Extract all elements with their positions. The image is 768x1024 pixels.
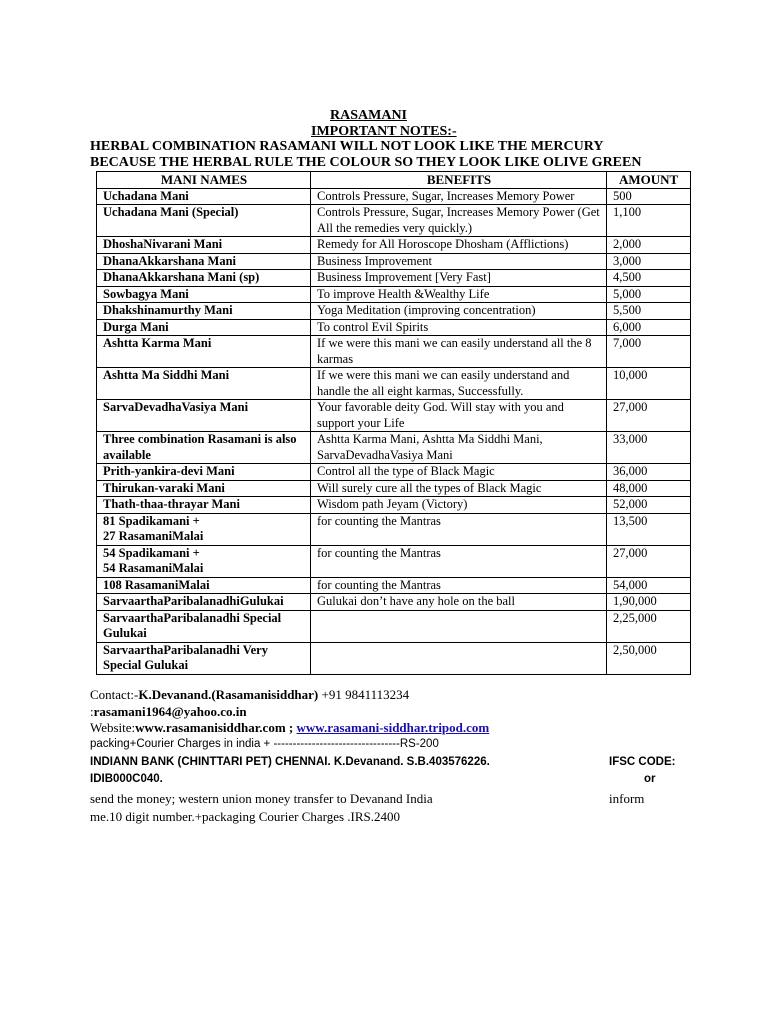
table-row bbox=[97, 432, 691, 464]
mani-name-cell: DhoshaNivarani Mani bbox=[97, 237, 311, 254]
amount-cell: 27,000 bbox=[607, 400, 691, 432]
email-line bbox=[90, 704, 247, 720]
ifsc-code: IDIB000C040. bbox=[90, 773, 163, 785]
contact-phone: +91 9841113234 bbox=[318, 687, 410, 702]
table-row bbox=[97, 497, 691, 514]
benefit-cell: for counting the Mantras bbox=[311, 513, 607, 545]
website-separator: ; bbox=[285, 720, 297, 735]
benefit-cell: To control Evil Spirits bbox=[311, 319, 607, 336]
table-row bbox=[97, 400, 691, 432]
benefit-cell: Remedy for All Horoscope Dhosham (Afflictions) bbox=[311, 237, 607, 254]
benefit-cell: If we were this mani we can easily understand and handle the all eight karmas, Successfully. bbox=[311, 368, 607, 400]
amount-cell: 52,000 bbox=[607, 497, 691, 514]
mani-name-cell: 81 Spadikamani + 27 RasamaniMalai bbox=[97, 513, 311, 545]
table-row bbox=[97, 237, 691, 254]
benefit-cell bbox=[311, 610, 607, 642]
benefit-cell: Control all the type of Black Magic bbox=[311, 464, 607, 481]
mani-name-cell: SarvaarthaParibalanadhi Special Gulukai bbox=[97, 610, 311, 642]
contact-label: Contact:- bbox=[90, 687, 139, 702]
mani-name-cell: Three combination Rasamani is also available bbox=[97, 432, 311, 464]
or-text: or bbox=[644, 773, 656, 785]
table-row bbox=[97, 513, 691, 545]
benefit-cell: Ashtta Karma Mani, Ashtta Ma Siddhi Mani, SarvaDevadhaVasiya Mani bbox=[311, 432, 607, 464]
amount-cell: 54,000 bbox=[607, 577, 691, 594]
table-row bbox=[97, 205, 691, 237]
courier-charges-line: me.10 digit number.+packaging Courier Charges .IRS.2400 bbox=[90, 809, 401, 824]
table-row bbox=[97, 480, 691, 497]
amount-cell: 1,90,000 bbox=[607, 594, 691, 611]
bank-details: INDIANN BANK (CHINTTARI PET) CHENNAI. K.Devanand. S.B.403576226. bbox=[90, 756, 490, 768]
inform-text: inform bbox=[609, 791, 645, 806]
amount-cell: 3,000 bbox=[607, 253, 691, 270]
packing-charges: packing+Courier Charges in india + ---------------------------------RS-200 bbox=[90, 738, 439, 750]
benefit-cell: To improve Health &Wealthy Life bbox=[311, 286, 607, 303]
amount-cell: 500 bbox=[607, 188, 691, 205]
table-row bbox=[97, 188, 691, 205]
mani-name-cell: DhanaAkkarshana Mani bbox=[97, 253, 311, 270]
table-row bbox=[97, 319, 691, 336]
benefit-cell: Yoga Meditation (improving concentration) bbox=[311, 303, 607, 320]
header-amount: AMOUNT bbox=[607, 172, 691, 189]
table-row bbox=[97, 610, 691, 642]
table-row bbox=[97, 545, 691, 577]
benefit-cell: Your favorable deity God. Will stay with you and support your Life bbox=[311, 400, 607, 432]
mani-name-cell: SarvaDevadhaVasiya Mani bbox=[97, 400, 311, 432]
benefit-cell: Wisdom path Jeyam (Victory) bbox=[311, 497, 607, 514]
benefit-cell bbox=[311, 642, 607, 674]
mani-name-cell: Dhakshinamurthy Mani bbox=[97, 303, 311, 320]
mani-name-cell: Ashtta Karma Mani bbox=[97, 336, 311, 368]
benefit-cell: Controls Pressure, Sugar, Increases Memory Power (Get All the remedies very quickly.) bbox=[311, 205, 607, 237]
amount-cell: 2,50,000 bbox=[607, 642, 691, 674]
amount-cell: 48,000 bbox=[607, 480, 691, 497]
mani-name-cell: Durga Mani bbox=[97, 319, 311, 336]
benefit-cell: Controls Pressure, Sugar, Increases Memory Power bbox=[311, 188, 607, 205]
mani-name-cell: SarvaarthaParibalanadhiGulukai bbox=[97, 594, 311, 611]
amount-cell: 7,000 bbox=[607, 336, 691, 368]
note-line-1: HERBAL COMBINATION RASAMANI WILL NOT LOOK LIKE THE MERCURY bbox=[90, 139, 604, 154]
mani-name-cell: Prith-yankira-devi Mani bbox=[97, 464, 311, 481]
amount-cell: 1,100 bbox=[607, 205, 691, 237]
amount-cell: 33,000 bbox=[607, 432, 691, 464]
contact-line bbox=[90, 687, 409, 703]
benefit-cell: Business Improvement bbox=[311, 253, 607, 270]
mani-name-cell: Ashtta Ma Siddhi Mani bbox=[97, 368, 311, 400]
table-row bbox=[97, 642, 691, 674]
amount-cell: 36,000 bbox=[607, 464, 691, 481]
mani-name-cell: Uchadana Mani bbox=[97, 188, 311, 205]
table-row bbox=[97, 253, 691, 270]
benefit-cell: for counting the Mantras bbox=[311, 545, 607, 577]
website-link-1[interactable]: www.rasamanisiddhar.com bbox=[135, 720, 286, 735]
mani-name-cell: DhanaAkkarshana Mani (sp) bbox=[97, 270, 311, 287]
note-line-2: BECAUSE THE HERBAL RULE THE COLOUR SO THEY LOOK LIKE OLIVE GREEN bbox=[90, 155, 642, 170]
website-label: Website: bbox=[90, 720, 136, 735]
send-money-line: send the money; western union money transfer to Devanand India bbox=[90, 791, 433, 806]
website-link-2[interactable]: www.rasamani-siddhar.tripod.com bbox=[296, 720, 490, 735]
table-row bbox=[97, 336, 691, 368]
benefit-cell: for counting the Mantras bbox=[311, 577, 607, 594]
amount-cell: 4,500 bbox=[607, 270, 691, 287]
mani-name-cell: Thirukan-varaki Mani bbox=[97, 480, 311, 497]
table-row bbox=[97, 577, 691, 594]
benefit-cell: Will surely cure all the types of Black Magic bbox=[311, 480, 607, 497]
ifsc-label: IFSC CODE: bbox=[609, 756, 676, 768]
mani-name-cell: Sowbagya Mani bbox=[97, 286, 311, 303]
amount-cell: 2,25,000 bbox=[607, 610, 691, 642]
email-prefix: : bbox=[90, 704, 94, 719]
amount-cell: 5,000 bbox=[607, 286, 691, 303]
important-notes-heading: IMPORTANT NOTES:- bbox=[311, 124, 457, 139]
amount-cell: 5,500 bbox=[607, 303, 691, 320]
header-mani-names: MANI NAMES bbox=[97, 172, 311, 189]
mani-name-cell: Uchadana Mani (Special) bbox=[97, 205, 311, 237]
header-benefits: BENEFITS bbox=[311, 172, 607, 189]
amount-cell: 10,000 bbox=[607, 368, 691, 400]
table-row bbox=[97, 270, 691, 287]
amount-cell: 6,000 bbox=[607, 319, 691, 336]
benefit-cell: Gulukai don’t have any hole on the ball bbox=[311, 594, 607, 611]
mani-name-cell: 54 Spadikamani + 54 RasamaniMalai bbox=[97, 545, 311, 577]
table-header-row bbox=[97, 172, 691, 189]
table-row bbox=[97, 594, 691, 611]
table-row bbox=[97, 464, 691, 481]
table-row bbox=[97, 286, 691, 303]
email-address[interactable]: rasamani1964@yahoo.co.in bbox=[93, 704, 247, 719]
mani-name-cell: SarvaarthaParibalanadhi Very Special Gulukai bbox=[97, 642, 311, 674]
table-row bbox=[97, 303, 691, 320]
benefit-cell: Business Improvement [Very Fast] bbox=[311, 270, 607, 287]
benefit-cell: If we were this mani we can easily understand all the 8 karmas bbox=[311, 336, 607, 368]
table-row bbox=[97, 368, 691, 400]
contact-name: K.Devanand.(Rasamanisiddhar) bbox=[138, 687, 319, 702]
website-line bbox=[90, 720, 489, 736]
mani-name-cell: 108 RasamaniMalai bbox=[97, 577, 311, 594]
mani-name-cell: Thath-thaa-thrayar Mani bbox=[97, 497, 311, 514]
price-table bbox=[96, 171, 691, 675]
document-title: RASAMANI bbox=[330, 108, 407, 123]
amount-cell: 13,500 bbox=[607, 513, 691, 545]
amount-cell: 2,000 bbox=[607, 237, 691, 254]
amount-cell: 27,000 bbox=[607, 545, 691, 577]
